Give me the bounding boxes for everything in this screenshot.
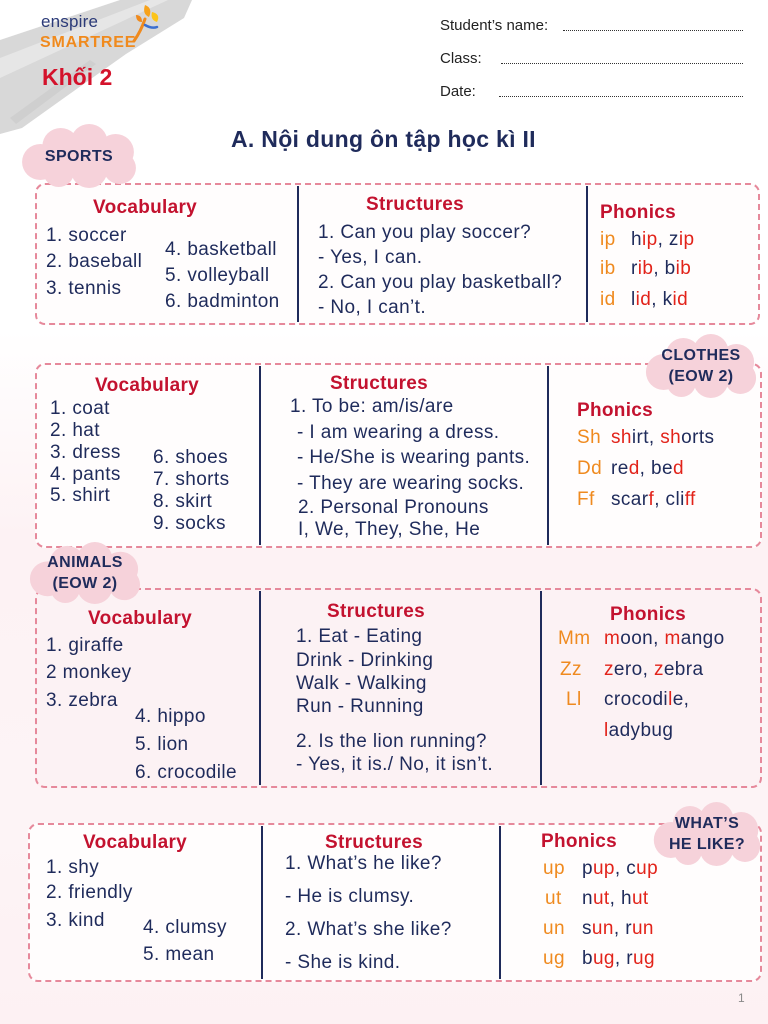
structure-line: 2. Can you play basketball?: [318, 272, 563, 293]
phonics-words: [582, 859, 658, 878]
vocab-item: 3. dress: [50, 442, 121, 463]
phonics-words: [604, 660, 703, 679]
structure-line: 1. What’s he like?: [285, 853, 442, 874]
vocab-item: 5. mean: [143, 944, 215, 965]
section-tag-label: HE LIKE?: [668, 836, 746, 853]
smartree-figure-icon: [130, 3, 162, 45]
column-divider: [547, 366, 549, 545]
phonics-word-text: , c: [614, 858, 637, 879]
phonics-word-text: ero,: [613, 659, 654, 680]
phonics-sound: ut: [545, 888, 562, 909]
phonics-words: [611, 428, 714, 447]
logo-brand-bottom: SMARTREE: [40, 34, 137, 51]
phonics-word-text: , b: [653, 258, 676, 279]
vocab-item: 3. tennis: [46, 278, 122, 299]
phonics-sound: Mm: [558, 628, 591, 649]
section-tag-cloud: [642, 334, 760, 398]
phonics-word-text: , be: [639, 458, 673, 479]
phonics-word-text: ango: [680, 628, 725, 649]
phonics-word-text: , h: [609, 888, 632, 909]
phonics-words: [631, 290, 688, 309]
phonics-word-text: , k: [651, 289, 673, 310]
column-divider: [259, 366, 261, 545]
section-tag-label: SPORTS: [44, 147, 114, 165]
structure-line: - She is kind.: [285, 952, 401, 973]
phonics-heading: Phonics: [541, 831, 618, 852]
phonics-word-text: crocodi: [604, 689, 669, 710]
phonics-row: [0, 230, 768, 252]
vocab-item: 4. pants: [50, 464, 121, 485]
phonics-words: [604, 721, 673, 740]
phonics-highlight-letters: ug: [592, 948, 615, 969]
phonics-sound: Ff: [577, 489, 595, 510]
structure-line: Walk - Walking: [296, 673, 427, 694]
phonics-word-text: r: [631, 258, 638, 279]
phonics-highlight-letters: ip: [678, 229, 695, 250]
structure-line: - Yes, I can.: [318, 247, 423, 268]
structure-line: 1. Eat - Eating: [296, 626, 423, 647]
section-tag-label: CLOTHES: [661, 347, 741, 364]
vocabulary-heading: Vocabulary: [95, 375, 200, 396]
phonics-sound: ip: [600, 229, 616, 250]
vocab-item: 3. kind: [46, 910, 105, 931]
phonics-word-text: oon,: [620, 628, 665, 649]
vocabulary-heading: Vocabulary: [93, 197, 198, 218]
vocabulary-heading: Vocabulary: [88, 608, 193, 629]
structure-line: 1. Can you play soccer?: [318, 222, 532, 243]
phonics-words: [611, 459, 684, 478]
phonics-word-text: scar: [611, 489, 649, 510]
phonics-highlight-letters: un: [591, 918, 614, 939]
phonics-row: [0, 690, 768, 712]
phonics-sound: Dd: [577, 458, 603, 479]
vocab-item: 1. giraffe: [46, 635, 124, 656]
page-title: A. Nội dung ôn tập học kì II: [231, 126, 536, 152]
vocab-item: 9. socks: [153, 513, 226, 534]
phonics-highlight-letters: ug: [633, 948, 655, 969]
phonics-highlight-letters: ut: [592, 888, 610, 909]
phonics-highlight-letters: up: [592, 858, 615, 879]
phonics-word-text: e,: [672, 689, 690, 710]
vocab-item: 1. shy: [46, 857, 100, 878]
phonics-sound: Ll: [566, 689, 582, 710]
phonics-word-text: b: [582, 948, 593, 969]
structure-line: 2. Personal Pronouns: [298, 497, 489, 518]
page-number: 1: [738, 991, 745, 1005]
phonics-word-text: h: [631, 229, 642, 250]
vocab-item: 5. lion: [135, 734, 189, 755]
vocab-item: 8. skirt: [153, 491, 213, 512]
phonics-row: [0, 660, 768, 682]
structure-line: - No, I can’t.: [318, 297, 427, 318]
structure-line: - They are wearing socks.: [297, 473, 525, 494]
section-tag-label: WHAT’S: [674, 815, 740, 832]
phonics-highlight-letters: sh: [660, 427, 682, 448]
structure-line: - He is clumsy.: [285, 886, 415, 907]
vocab-item: 2. friendly: [46, 882, 133, 903]
date-label: Date:: [440, 83, 476, 100]
phonics-word-text: adybug: [608, 720, 674, 741]
phonics-word-text: ebra: [663, 659, 704, 680]
phonics-row: [0, 490, 768, 512]
phonics-row: [0, 428, 768, 450]
phonics-word-text: , r: [613, 918, 632, 939]
phonics-highlight-letters: id: [635, 289, 652, 310]
phonics-sound: ug: [543, 948, 565, 969]
section-tag-label: ANIMALS: [47, 554, 123, 571]
date-line[interactable]: [499, 96, 743, 97]
phonics-sound: up: [543, 858, 565, 879]
phonics-highlight-letters: z: [604, 659, 614, 680]
logo-brand-top: enspire: [41, 12, 99, 31]
grade-label: Khối 2: [42, 64, 113, 90]
phonics-word-text: re: [611, 458, 629, 479]
phonics-word-text: l: [631, 289, 636, 310]
vocab-item: 3. zebra: [46, 690, 118, 711]
class-label: Class:: [440, 50, 482, 67]
phonics-row: [0, 886, 768, 911]
phonics-word-text: s: [582, 918, 592, 939]
phonics-highlight-letters: d: [628, 458, 640, 479]
structure-line: 1. To be: am/is/are: [290, 396, 454, 417]
phonics-row: [0, 259, 768, 281]
phonics-highlight-letters: sh: [611, 427, 632, 448]
vocab-item: 7. shorts: [153, 469, 230, 490]
phonics-highlight-letters: l: [668, 689, 673, 710]
structures-heading: Structures: [327, 601, 426, 622]
phonics-row: [0, 949, 768, 971]
class-line[interactable]: [501, 63, 743, 64]
vocab-item: 5. volleyball: [165, 265, 270, 286]
phonics-word-text: n: [582, 888, 593, 909]
phonics-highlight-letters: ff: [684, 489, 696, 510]
structure-line: 2. Is the lion running?: [296, 731, 487, 752]
phonics-sound: id: [600, 289, 616, 310]
vocab-item: 4. clumsy: [143, 917, 227, 938]
phonics-row: [0, 919, 768, 941]
phonics-highlight-letters: ib: [637, 258, 654, 279]
phonics-words: [631, 230, 694, 249]
section-tag-label: (EOW 2): [52, 575, 118, 592]
phonics-word-text: orts: [681, 427, 715, 448]
phonics-highlight-letters: up: [636, 858, 659, 879]
vocab-item: 1. coat: [50, 398, 110, 419]
phonics-sound: ib: [600, 258, 616, 279]
column-divider: [540, 591, 542, 785]
phonics-row: [0, 459, 768, 481]
structure-line: 2. What’s she like?: [285, 919, 452, 940]
section-tag-label: (EOW 2): [668, 368, 734, 385]
section-tag-cloud: [650, 802, 764, 866]
phonics-words: [604, 690, 689, 709]
section-tag-cloud: [18, 124, 140, 188]
vocab-item: 2 monkey: [46, 662, 132, 683]
phonics-word-text: p: [582, 858, 593, 879]
phonics-highlight-letters: l: [604, 720, 609, 741]
section-tag-cloud: [26, 542, 144, 604]
vocab-item: 4. hippo: [135, 706, 206, 727]
structure-line: Drink - Drinking: [296, 650, 434, 671]
vocab-item: 2. hat: [50, 420, 100, 441]
student-name-label: Student’s name:: [440, 17, 549, 34]
structure-line: I, We, They, She, He: [298, 519, 481, 540]
structure-line: - He/She is wearing pants.: [297, 447, 531, 468]
phonics-highlight-letters: ip: [641, 229, 658, 250]
phonics-sound: Sh: [577, 427, 602, 448]
phonics-words: [582, 889, 649, 908]
phonics-highlight-letters: f: [648, 489, 655, 510]
phonics-row: [0, 290, 768, 312]
structures-heading: Structures: [330, 373, 429, 394]
phonics-word-text: , cli: [654, 489, 685, 510]
phonics-row: [0, 626, 768, 651]
phonics-highlight-letters: ib: [675, 258, 692, 279]
phonics-heading: Phonics: [577, 400, 654, 421]
phonics-word-text: , z: [657, 229, 679, 250]
vocab-item: 2. baseball: [46, 251, 143, 272]
phonics-sound: un: [543, 918, 565, 939]
phonics-highlight-letters: ut: [631, 888, 649, 909]
phonics-words: [611, 490, 696, 509]
structure-line: - I am wearing a dress.: [297, 422, 500, 443]
phonics-highlight-letters: id: [672, 289, 689, 310]
phonics-word-text: , r: [614, 948, 633, 969]
vocab-item: 6. badminton: [165, 291, 280, 312]
phonics-words: [604, 629, 725, 648]
student-name-line[interactable]: [563, 30, 743, 31]
phonics-sound: Zz: [560, 659, 582, 680]
phonics-heading: Phonics: [610, 604, 687, 625]
structure-line: - Yes, it is./ No, it isn’t.: [296, 754, 494, 775]
column-divider: [259, 591, 261, 785]
phonics-words: [631, 259, 691, 278]
phonics-highlight-letters: m: [664, 628, 681, 649]
phonics-highlight-letters: d: [672, 458, 684, 479]
phonics-heading: Phonics: [600, 202, 677, 223]
structures-heading: Structures: [325, 832, 424, 853]
structures-heading: Structures: [366, 194, 465, 215]
vocab-item: 1. soccer: [46, 225, 127, 246]
vocab-item: 6. crocodile: [135, 762, 237, 783]
phonics-row: [0, 721, 768, 743]
phonics-highlight-letters: z: [653, 659, 664, 680]
vocab-item: 6. shoes: [153, 447, 229, 468]
phonics-highlight-letters: un: [631, 918, 654, 939]
phonics-words: [582, 919, 654, 938]
phonics-word-text: irt,: [631, 427, 661, 448]
phonics-row: [0, 859, 768, 881]
vocab-item: 5. shirt: [50, 485, 111, 506]
phonics-highlight-letters: m: [604, 628, 621, 649]
vocab-item: 4. basketball: [165, 239, 277, 260]
structure-line: Run - Running: [296, 696, 424, 717]
phonics-words: [582, 949, 655, 968]
vocabulary-heading: Vocabulary: [83, 832, 188, 853]
